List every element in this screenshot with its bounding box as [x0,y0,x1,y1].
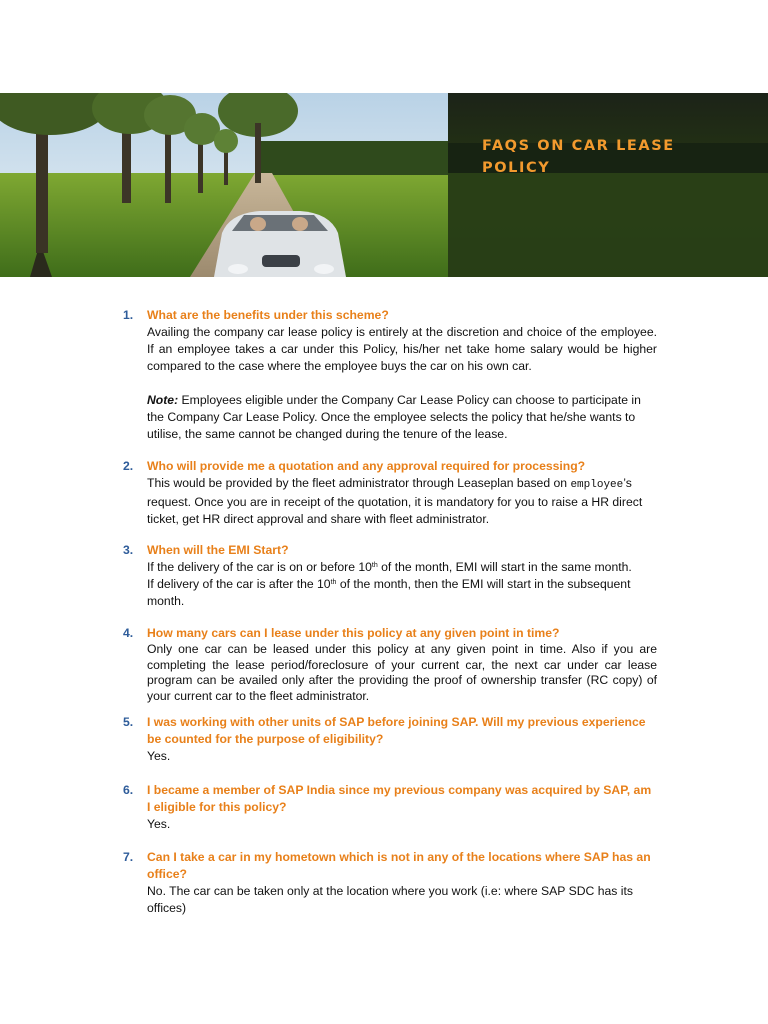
faq-item [123,849,657,917]
answer-text: of the month, then the EMI will start in the subsequent month. [147,577,631,608]
faq-item [123,542,657,610]
faq-number: 3. [123,543,134,557]
faq-number: 7. [123,850,134,864]
faq-question-text: I was working with other units of SAP before joining SAP. Will my previous experience be counted for the purpose of eligibility? [147,715,646,746]
faq-item [123,458,657,528]
answer-text: If the delivery of the car is on or before 10 [147,560,372,574]
faq-question [123,625,657,642]
faq-number: 4. [123,626,134,640]
faq-number: 5. [123,715,134,729]
answer-text: ’s request. Once you are in receipt of the quotation, it is mandatory for you to raise a HR direct ticket, get HR direct approval and share with fleet administrator. [147,476,643,526]
faq-question-text: Who will provide me a quotation and any approval required for processing? [147,459,586,473]
faq-question [123,849,657,883]
faq-question [123,782,657,816]
superscript: th [371,562,378,569]
answer-text: This would be provided by the fleet administrator through Leaseplan based on [147,476,568,490]
faq-answer [147,559,657,610]
faq-answer: Yes. [147,749,171,763]
banner-title: FAQS ON CAR LEASE POLICY [482,138,675,176]
faq-item [123,307,657,443]
faq-answer: No. The car can be taken only at the location where you work (i.e: where SAP SDC has its offices) [147,884,633,915]
answer-text: employee [570,479,624,491]
superscript: th [330,579,337,586]
faq-item [123,625,657,704]
answer-text: If delivery of the car is after the 10 [147,577,331,591]
faq-question [123,714,657,748]
faq-question [123,458,657,475]
faq-question-text: How many cars can I lease under this policy at any given point in time? [147,626,560,640]
faq-answer [147,475,657,528]
faq-answer: Availing the company car lease policy is entirely at the discretion and choice of the employee. If an employee takes a car under this Policy, his/her net take home salary would be higher compared to the case where the employee buys the car on his own car. [147,325,657,373]
faq-question-text: I became a member of SAP India since my previous company was acquired by SAP, am I eligible for this policy? [147,783,652,814]
header-banner [0,93,768,277]
faq-answer: Yes. [147,817,171,831]
faq-number: 6. [123,783,134,797]
banner-photo [0,93,768,277]
faq-item [123,714,657,765]
faq-item [123,782,657,833]
faq-question-text: What are the benefits under this scheme? [147,308,389,322]
faq-question-text: When will the EMI Start? [147,543,289,557]
answer-text: of the month, EMI will start in the same month. [377,560,632,574]
note-label: Note: [147,393,179,407]
note-text: Employees eligible under the Company Car Lease Policy can choose to participate in the Company Car Lease Policy. Once the employee selects the policy that he/she wants to utilise, the same cannot be changed during the tenure of the lease. [147,393,641,441]
faq-question [123,542,657,559]
faq-answer: Only one car can be leased under this policy at any given point in time. Also if you are completing the lease period/foreclosure of your current car, the next car under car lease program can be availed only after the providing the proof of ownership transfer (RC copy) of your current car to the fleet administrator. [147,642,657,703]
faq-note [147,392,657,443]
faq-question-text: Can I take a car in my hometown which is not in any of the locations where SAP has an office? [147,850,651,881]
faq-number: 1. [123,308,134,322]
faq-question [123,307,657,324]
faq-number: 2. [123,459,134,473]
